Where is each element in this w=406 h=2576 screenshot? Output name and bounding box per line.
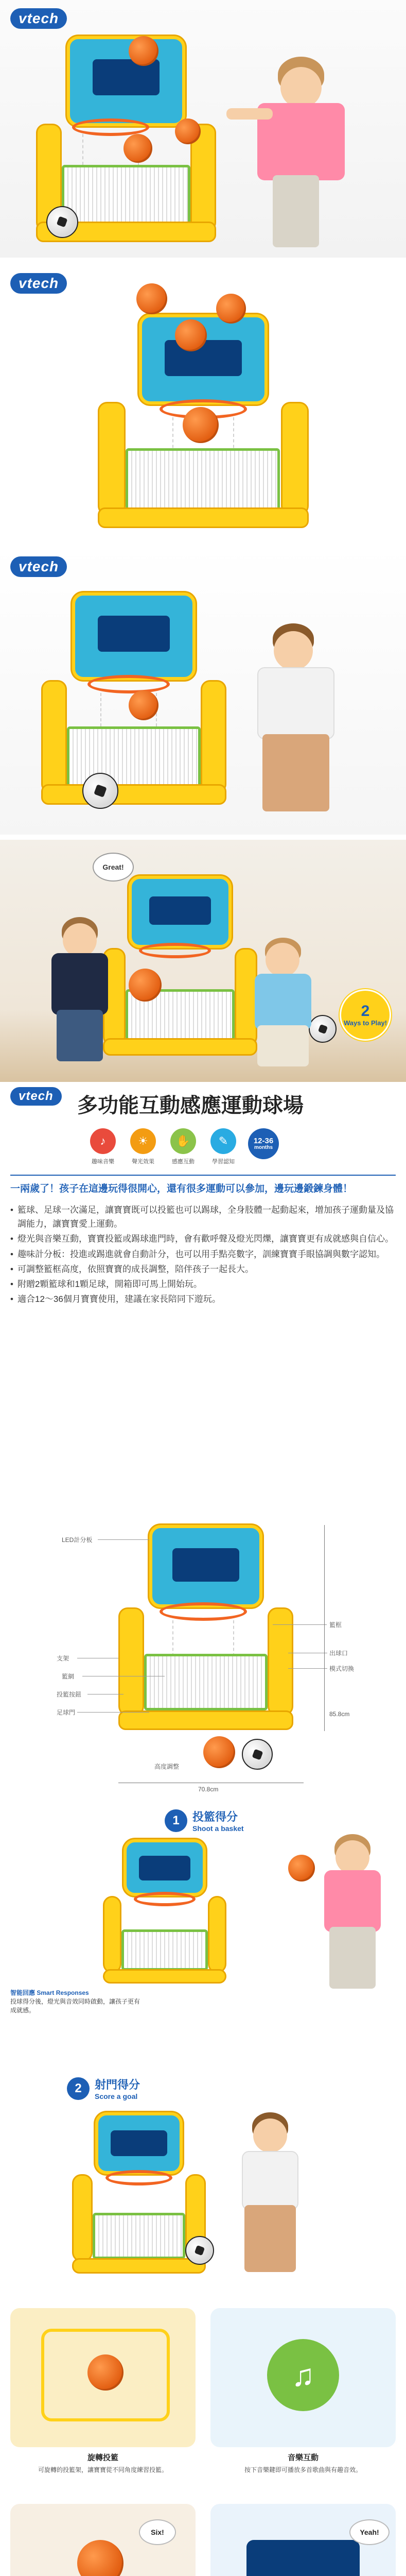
mode-1-header	[165, 1808, 244, 1833]
height-value: 85.8cm	[329, 1710, 350, 1718]
mode-2-number: 2	[67, 2077, 90, 2100]
toddler	[221, 57, 365, 252]
basketball	[216, 294, 246, 324]
card-music	[210, 2308, 396, 2447]
feature-hand: ✋ 感應互動	[168, 1128, 199, 1165]
hero-photo-4	[0, 840, 406, 1082]
music-note-icon: ♫	[267, 2339, 339, 2411]
list-item: • 籃球、足球一次滿足，讓寶寶既可以投籃也可以踢球，全身肢體一起動起來，增加孩子運動量及協調能力，讓寶寶愛上運動。	[10, 1203, 396, 1231]
feature-icons	[87, 1128, 279, 1165]
label-stand: 支架	[57, 1655, 69, 1662]
music-icon: ♪	[90, 1128, 116, 1154]
highlight-text: 一兩歲了！孩子在這邊玩得很開心，還有很多運動可以參加，邊玩邊鍛鍊身體！	[10, 1183, 353, 1194]
age-unit: months	[254, 1144, 273, 1150]
feature-music: ♪ 趣味音樂	[87, 1128, 118, 1165]
mode-2-header	[67, 2076, 140, 2100]
basketball	[123, 134, 152, 163]
mode-2-section	[0, 2066, 406, 2303]
toy-mode-1	[103, 1839, 237, 1989]
smart-text: 投球得分後，燈光與音效同時啟動，讓孩子更有成就感。	[10, 1997, 140, 2014]
basketball	[129, 690, 158, 720]
label-shoot-button: 投籃按鈕	[57, 1691, 82, 1698]
speech-bubble-yeah: Yeah!	[349, 2519, 390, 2545]
hero-photo-2	[0, 263, 406, 541]
mode-1-number: 1	[165, 1809, 187, 1832]
cards-section	[0, 2308, 406, 2576]
speech-bubble-six: Six!	[139, 2519, 176, 2545]
basketball	[129, 969, 162, 1002]
vtech-logo: vtech	[10, 8, 67, 29]
label-height-adjust: 高度調整	[154, 1763, 180, 1770]
smart-title: 智能回應	[10, 1989, 36, 1996]
hero-section-1	[0, 0, 406, 258]
toddler	[226, 623, 360, 824]
label-goal: 足球門	[57, 1709, 76, 1716]
basketball	[183, 407, 219, 443]
vtech-logo: vtech	[10, 273, 67, 294]
feature-list	[10, 1203, 396, 1307]
info-section	[0, 1087, 406, 1489]
hero-section-3	[0, 546, 406, 835]
hero-section-2	[0, 263, 406, 541]
soccer-ball	[46, 206, 78, 238]
basketball	[136, 283, 167, 314]
label-hoop: 籃框	[329, 1621, 342, 1629]
toddler	[309, 1834, 396, 1999]
list-item: • 趣味計分板：投進或踢進就會自動計分，也可以用手點亮數字，訓練寶寶手眼協調與數字認知。	[10, 1247, 396, 1261]
light-icon: ☀	[130, 1128, 156, 1154]
smart-title-en: Smart Responses	[37, 1989, 89, 1996]
toddler	[221, 2112, 324, 2287]
learn-icon: ✎	[210, 1128, 236, 1154]
soccer-ball	[82, 773, 118, 809]
basketball	[203, 1736, 235, 1768]
toddler-right	[242, 938, 324, 1072]
two-ways-number: 2	[361, 1003, 370, 1020]
card-cheer	[210, 2504, 396, 2576]
basketball	[175, 319, 207, 351]
hero-photo-3	[0, 546, 406, 835]
mode-1-title: 投籃得分	[192, 1810, 238, 1823]
toy-diagram	[113, 1525, 309, 1741]
divider	[10, 1175, 396, 1176]
width-value: 70.8cm	[198, 1786, 219, 1793]
hand-icon: ✋	[170, 1128, 196, 1154]
age-badge	[248, 1128, 279, 1159]
list-item: • 適合12～36個月寶寶使用，建議在家長陪同下遊玩。	[10, 1292, 396, 1306]
toddler-left	[41, 917, 123, 1072]
card-caption: 旋轉投籃 可旋轉的投籃架，讓寶寶從不同角度練習投籃。	[38, 2453, 168, 2473]
vtech-logo: vtech	[10, 1087, 62, 1106]
scoreboard-display	[246, 2540, 360, 2576]
soccer-ball	[242, 1739, 273, 1770]
mode-1-subtitle: Shoot a basket	[192, 1824, 244, 1833]
list-item: • 燈光與音樂互動，寶寶投籃或踢球進門時，會有歡呼聲及燈光閃爍，讓寶寶更有成就感與自信心。	[10, 1232, 396, 1246]
hero-section-4	[0, 840, 406, 1082]
two-ways-text: Ways to Play!	[343, 1019, 387, 1027]
list-item: • 附贈2顆籃球和1顆足球，開箱即可馬上開始玩。	[10, 1277, 396, 1291]
two-ways-badge	[340, 989, 391, 1041]
label-mode-switch: 模式切換	[329, 1665, 355, 1672]
label-led: LED計分板	[62, 1536, 93, 1544]
vtech-logo: vtech	[10, 556, 67, 577]
list-item: • 可調整籃框高度，依照寶寶的成長調整，陪伴孩子一起長大。	[10, 1262, 396, 1276]
card-score	[10, 2504, 196, 2576]
product-title: 多功能互動感應運動球場	[77, 1094, 304, 1117]
feature-light: ☀ 聲光效果	[128, 1128, 158, 1165]
mode-2-title: 射門得分	[95, 2078, 140, 2091]
card-caption: 音樂互動 按下音樂鍵即可播放多首歌曲與有趣音效。	[244, 2453, 362, 2473]
height-dimension	[324, 1525, 325, 1731]
feature-learn: ✎ 學習認知	[208, 1128, 239, 1165]
age-range: 12-36	[253, 1136, 274, 1145]
soccer-ball	[185, 2236, 214, 2265]
label-ball-out: 出球口	[329, 1650, 348, 1657]
basketball	[129, 36, 158, 66]
label-net: 籃網	[62, 1673, 75, 1680]
basketball	[175, 118, 201, 144]
speech-bubble-great: Great!	[93, 853, 134, 882]
mode-2-subtitle: Score a goal	[95, 2092, 138, 2100]
diagram-section	[0, 1494, 406, 2061]
smart-response-note	[10, 1989, 144, 2014]
card-rotate	[10, 2308, 196, 2447]
hero-photo-1	[0, 0, 406, 258]
